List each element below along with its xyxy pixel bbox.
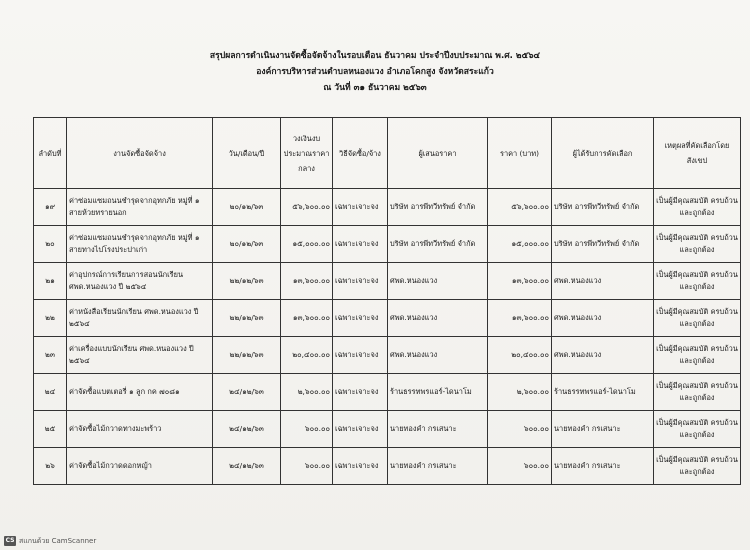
row-winner: ศพด.หนองแวง	[552, 300, 654, 337]
row-bidder: ศพด.หนองแวง	[388, 300, 488, 337]
row-budget: ๑๓,๖๐๐.๐๐	[281, 300, 333, 337]
table-row	[34, 374, 741, 411]
row-budget: ๒,๖๐๐.๐๐	[281, 374, 333, 411]
row-reason: เป็นผู้มีคุณสมบัติ ครบถ้วนและถูกต้อง	[654, 337, 741, 374]
row-price: ๑๓,๖๐๐.๐๐	[488, 263, 552, 300]
row-item: ค่าเครื่องแบบนักเรียน ศพด.หนองแวง ปี ๒๕๖๔	[67, 337, 213, 374]
row-winner: บริษัท อารพีทวีทรัพย์ จำกัด	[552, 226, 654, 263]
column-header-winner: ผู้ได้รับการคัดเลือก	[552, 118, 654, 189]
report-date: ณ วันที่ ๓๑ ธันวาคม ๒๕๖๓	[323, 83, 427, 93]
column-header-no: ลำดับที่	[34, 118, 67, 189]
row-no: ๒๓	[34, 337, 67, 374]
column-header-price: ราคา (บาท)	[488, 118, 552, 189]
row-bidder: ศพด.หนองแวง	[388, 263, 488, 300]
row-reason: เป็นผู้มีคุณสมบัติ ครบถ้วนและถูกต้อง	[654, 448, 741, 485]
table-row	[34, 337, 741, 374]
row-reason: เป็นผู้มีคุณสมบัติ ครบถ้วนและถูกต้อง	[654, 411, 741, 448]
row-date: ๒๔/๑๒/๖๓	[213, 448, 281, 485]
table-row	[34, 263, 741, 300]
row-price: ๖๐๐.๐๐	[488, 448, 552, 485]
row-no: ๒๒	[34, 300, 67, 337]
row-bidder: บริษัท อารพีทวีทรัพย์ จำกัด	[388, 226, 488, 263]
row-reason: เป็นผู้มีคุณสมบัติ ครบถ้วนและถูกต้อง	[654, 226, 741, 263]
row-budget: ๖๐๐.๐๐	[281, 411, 333, 448]
row-date: ๒๒/๑๒/๖๓	[213, 337, 281, 374]
scanner-watermark	[4, 534, 96, 548]
row-method: เฉพาะเจาะจง	[333, 263, 388, 300]
row-date: ๒๐/๑๒/๖๓	[213, 189, 281, 226]
table-row	[34, 189, 741, 226]
table-row	[34, 448, 741, 485]
row-reason: เป็นผู้มีคุณสมบัติ ครบถ้วนและถูกต้อง	[654, 189, 741, 226]
row-winner: นายทองคำ กรเสนาะ	[552, 411, 654, 448]
row-item: ค่าจัดซื้อไม้กวาดทางมะพร้าว	[67, 411, 213, 448]
document-header	[0, 48, 750, 96]
row-price: ๕๖,๖๐๐.๐๐	[488, 189, 552, 226]
row-reason: เป็นผู้มีคุณสมบัติ ครบถ้วนและถูกต้อง	[654, 263, 741, 300]
row-winner: นายทองคำ กรเสนาะ	[552, 448, 654, 485]
row-budget: ๖๐๐.๐๐	[281, 448, 333, 485]
column-header-date: วัน/เดือน/ปี	[213, 118, 281, 189]
row-bidder: ศพด.หนองแวง	[388, 337, 488, 374]
row-no: ๑๙	[34, 189, 67, 226]
row-price: ๑๓,๖๐๐.๐๐	[488, 300, 552, 337]
row-method: เฉพาะเจาะจง	[333, 189, 388, 226]
row-price: ๒,๖๐๐.๐๐	[488, 374, 552, 411]
row-budget: ๒๐,๔๐๐.๐๐	[281, 337, 333, 374]
camscanner-logo-icon: CS	[5, 537, 15, 544]
row-winner: ศพด.หนองแวง	[552, 263, 654, 300]
row-winner: ศพด.หนองแวง	[552, 337, 654, 374]
row-item: ค่าหนังสือเรียนนักเรียน ศพด.หนองแวง ปี ๒๕๖๔	[67, 300, 213, 337]
row-bidder: นายทองคำ กรเสนาะ	[388, 448, 488, 485]
table-row	[34, 226, 741, 263]
report-title: สรุปผลการดำเนินงานจัดซื้อจัดจ้างในรอบเดือน ธันวาคม ประจำปีงบประมาณ พ.ศ. ๒๕๖๔	[209, 51, 541, 61]
row-item: ค่าอุปกรณ์การเรียนการสอนนักเรียน ศพด.หนองแวง ปี ๒๕๖๔	[67, 263, 213, 300]
row-reason: เป็นผู้มีคุณสมบัติ ครบถ้วนและถูกต้อง	[654, 300, 741, 337]
row-date: ๒๔/๑๒/๖๓	[213, 374, 281, 411]
procurement-table	[33, 117, 741, 485]
organization-name: องค์การบริหารส่วนตำบลหนองแวง อำเภอโคกสูง จังหวัดสระแก้ว	[256, 67, 494, 77]
row-no: ๒๑	[34, 263, 67, 300]
row-method: เฉพาะเจาะจง	[333, 337, 388, 374]
row-reason: เป็นผู้มีคุณสมบัติ ครบถ้วนและถูกต้อง	[654, 374, 741, 411]
row-date: ๒๒/๑๒/๖๓	[213, 300, 281, 337]
row-no: ๒๔	[34, 374, 67, 411]
row-method: เฉพาะเจาะจง	[333, 411, 388, 448]
column-header-method: วิธีจัดซื้อ/จ้าง	[333, 118, 388, 189]
column-header-budget: วงเงินงบประมาณราคากลาง	[281, 118, 333, 189]
scanner-watermark-text: สแกนด้วย CamScanner	[19, 536, 97, 545]
column-header-reason: เหตุผลที่คัดเลือกโดยสังเขป	[654, 118, 741, 189]
column-header-item: งานจัดซื้อจัดจ้าง	[67, 118, 213, 189]
column-header-bidder: ผู้เสนอราคา	[388, 118, 488, 189]
row-price: ๖๐๐.๐๐	[488, 411, 552, 448]
row-method: เฉพาะเจาะจง	[333, 226, 388, 263]
row-no: ๒๐	[34, 226, 67, 263]
row-budget: ๑๓,๖๐๐.๐๐	[281, 263, 333, 300]
row-bidder: นายทองคำ กรเสนาะ	[388, 411, 488, 448]
table-row	[34, 411, 741, 448]
row-date: ๒๐/๑๒/๖๓	[213, 226, 281, 263]
row-item: ค่าจัดซื้อไม้กวาดดอกหญ้า	[67, 448, 213, 485]
row-date: ๒๒/๑๒/๖๓	[213, 263, 281, 300]
table-row	[34, 300, 741, 337]
row-bidder: ร้านธรรทพรแอร์-ไดนาโม	[388, 374, 488, 411]
row-method: เฉพาะเจาะจง	[333, 374, 388, 411]
row-no: ๒๕	[34, 411, 67, 448]
row-winner: ร้านธรรทพรแอร์-ไดนาโม	[552, 374, 654, 411]
row-item: ค่าซ่อมแซมถนนชำรุดจากอุทกภัย หมู่ที่ ๑ สายทางไปโรงประปาเก่า	[67, 226, 213, 263]
row-date: ๒๔/๑๒/๖๓	[213, 411, 281, 448]
table-header-row	[34, 118, 741, 189]
row-method: เฉพาะเจาะจง	[333, 448, 388, 485]
row-item: ค่าจัดซื้อแบตเตอรี่ ๑ ลูก กค ๗๐๘๑	[67, 374, 213, 411]
row-budget: ๕๖,๖๐๐.๐๐	[281, 189, 333, 226]
row-bidder: บริษัท อารพีทวีทรัพย์ จำกัด	[388, 189, 488, 226]
row-price: ๑๕,๐๐๐.๐๐	[488, 226, 552, 263]
row-no: ๒๖	[34, 448, 67, 485]
row-method: เฉพาะเจาะจง	[333, 300, 388, 337]
row-budget: ๑๕,๐๐๐.๐๐	[281, 226, 333, 263]
row-price: ๒๐,๔๐๐.๐๐	[488, 337, 552, 374]
row-item: ค่าซ่อมแซมถนนชำรุดจากอุทกภัย หมู่ที่ ๑ สายห้วยทรายนอก	[67, 189, 213, 226]
row-winner: บริษัท อารพีทวีทรัพย์ จำกัด	[552, 189, 654, 226]
